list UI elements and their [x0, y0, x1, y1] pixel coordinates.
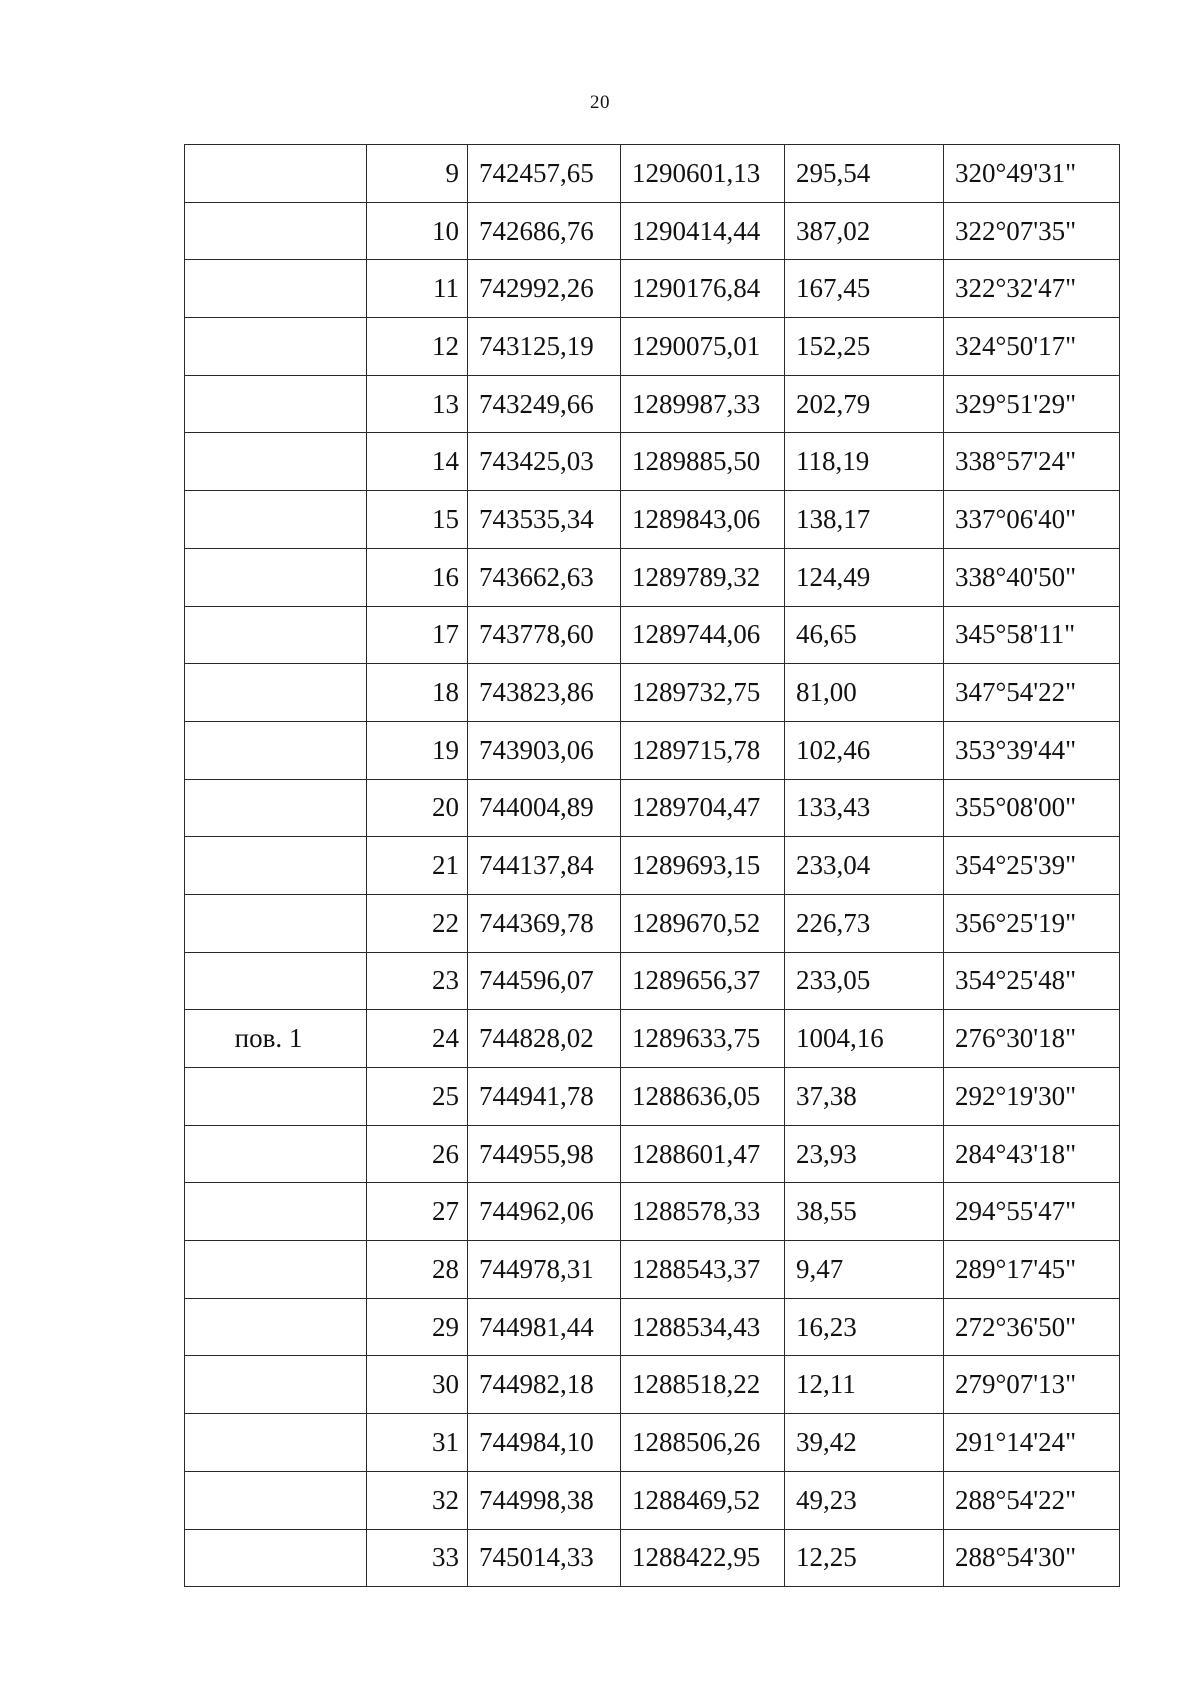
table-row — [185, 952, 1120, 1010]
y-coordinate-cell: 1290601,13 — [621, 145, 785, 203]
point-label-cell — [185, 318, 367, 376]
x-coordinate-cell: 743535,34 — [468, 491, 621, 549]
direction-angle-cell: 353°39'44" — [944, 721, 1120, 779]
distance-cell: 118,19 — [785, 433, 944, 491]
y-coordinate-cell: 1289656,37 — [621, 952, 785, 1010]
table-row — [185, 606, 1120, 664]
point-label-cell — [185, 145, 367, 203]
point-number-cell: 9 — [367, 145, 468, 203]
point-number-cell: 31 — [367, 1414, 468, 1472]
y-coordinate-cell: 1289843,06 — [621, 491, 785, 549]
y-coordinate-cell: 1289744,06 — [621, 606, 785, 664]
direction-angle-cell: 345°58'11" — [944, 606, 1120, 664]
point-number-cell: 18 — [367, 664, 468, 722]
x-coordinate-cell: 743425,03 — [468, 433, 621, 491]
point-label-cell — [185, 1125, 367, 1183]
point-label-cell — [185, 491, 367, 549]
distance-cell: 38,55 — [785, 1183, 944, 1241]
direction-angle-cell: 355°08'00" — [944, 779, 1120, 837]
coordinates-table-body — [185, 145, 1120, 1587]
point-number-cell: 15 — [367, 491, 468, 549]
point-label-cell — [185, 894, 367, 952]
point-number-cell: 29 — [367, 1298, 468, 1356]
y-coordinate-cell: 1289693,15 — [621, 837, 785, 895]
x-coordinate-cell: 744981,44 — [468, 1298, 621, 1356]
x-coordinate-cell: 744982,18 — [468, 1356, 621, 1414]
point-label-cell — [185, 837, 367, 895]
x-coordinate-cell: 744828,02 — [468, 1010, 621, 1068]
direction-angle-cell: 356°25'19" — [944, 894, 1120, 952]
distance-cell: 12,11 — [785, 1356, 944, 1414]
table-row — [185, 1356, 1120, 1414]
distance-cell: 81,00 — [785, 664, 944, 722]
y-coordinate-cell: 1288578,33 — [621, 1183, 785, 1241]
table-row — [185, 145, 1120, 203]
distance-cell: 202,79 — [785, 375, 944, 433]
direction-angle-cell: 320°49'31" — [944, 145, 1120, 203]
distance-cell: 233,05 — [785, 952, 944, 1010]
distance-cell: 133,43 — [785, 779, 944, 837]
point-label-cell — [185, 375, 367, 433]
point-number-cell: 19 — [367, 721, 468, 779]
point-number-cell: 14 — [367, 433, 468, 491]
direction-angle-cell: 291°14'24" — [944, 1414, 1120, 1472]
direction-angle-cell: 288°54'30" — [944, 1529, 1120, 1587]
table-row — [185, 1125, 1120, 1183]
y-coordinate-cell: 1290176,84 — [621, 260, 785, 318]
direction-angle-cell: 292°19'30" — [944, 1068, 1120, 1126]
y-coordinate-cell: 1288518,22 — [621, 1356, 785, 1414]
y-coordinate-cell: 1288422,95 — [621, 1529, 785, 1587]
direction-angle-cell: 354°25'39" — [944, 837, 1120, 895]
y-coordinate-cell: 1289885,50 — [621, 433, 785, 491]
distance-cell: 49,23 — [785, 1471, 944, 1529]
direction-angle-cell: 284°43'18" — [944, 1125, 1120, 1183]
x-coordinate-cell: 744004,89 — [468, 779, 621, 837]
table-row — [185, 721, 1120, 779]
point-label-cell — [185, 664, 367, 722]
x-coordinate-cell: 742992,26 — [468, 260, 621, 318]
point-label-cell — [185, 1241, 367, 1299]
y-coordinate-cell: 1288506,26 — [621, 1414, 785, 1472]
x-coordinate-cell: 743125,19 — [468, 318, 621, 376]
y-coordinate-cell: 1288636,05 — [621, 1068, 785, 1126]
point-number-cell: 22 — [367, 894, 468, 952]
x-coordinate-cell: 744998,38 — [468, 1471, 621, 1529]
table-row — [185, 1241, 1120, 1299]
page-number: 20 — [590, 92, 610, 113]
distance-cell: 9,47 — [785, 1241, 944, 1299]
distance-cell: 37,38 — [785, 1068, 944, 1126]
point-number-cell: 17 — [367, 606, 468, 664]
point-label-cell — [185, 1529, 367, 1587]
y-coordinate-cell: 1289789,32 — [621, 548, 785, 606]
direction-angle-cell: 294°55'47" — [944, 1183, 1120, 1241]
point-label-cell — [185, 433, 367, 491]
table-row — [185, 548, 1120, 606]
point-number-cell: 30 — [367, 1356, 468, 1414]
distance-cell: 138,17 — [785, 491, 944, 549]
y-coordinate-cell: 1288469,52 — [621, 1471, 785, 1529]
point-number-cell: 24 — [367, 1010, 468, 1068]
point-label-cell — [185, 721, 367, 779]
table-row — [185, 1471, 1120, 1529]
direction-angle-cell: 322°07'35" — [944, 202, 1120, 260]
point-number-cell: 32 — [367, 1471, 468, 1529]
x-coordinate-cell: 744984,10 — [468, 1414, 621, 1472]
point-label-cell: пов. 1 — [185, 1010, 367, 1068]
point-number-cell: 21 — [367, 837, 468, 895]
y-coordinate-cell: 1289715,78 — [621, 721, 785, 779]
point-number-cell: 20 — [367, 779, 468, 837]
y-coordinate-cell: 1289633,75 — [621, 1010, 785, 1068]
distance-cell: 1004,16 — [785, 1010, 944, 1068]
point-number-cell: 33 — [367, 1529, 468, 1587]
y-coordinate-cell: 1290414,44 — [621, 202, 785, 260]
distance-cell: 226,73 — [785, 894, 944, 952]
table-row — [185, 202, 1120, 260]
table-row — [185, 318, 1120, 376]
distance-cell: 233,04 — [785, 837, 944, 895]
y-coordinate-cell: 1288534,43 — [621, 1298, 785, 1356]
x-coordinate-cell: 743778,60 — [468, 606, 621, 664]
point-number-cell: 16 — [367, 548, 468, 606]
point-label-cell — [185, 260, 367, 318]
distance-cell: 167,45 — [785, 260, 944, 318]
distance-cell: 152,25 — [785, 318, 944, 376]
point-number-cell: 26 — [367, 1125, 468, 1183]
x-coordinate-cell: 744978,31 — [468, 1241, 621, 1299]
table-row — [185, 1068, 1120, 1126]
distance-cell: 12,25 — [785, 1529, 944, 1587]
x-coordinate-cell: 744596,07 — [468, 952, 621, 1010]
direction-angle-cell: 354°25'48" — [944, 952, 1120, 1010]
point-label-cell — [185, 1356, 367, 1414]
x-coordinate-cell: 744941,78 — [468, 1068, 621, 1126]
point-label-cell — [185, 202, 367, 260]
point-label-cell — [185, 1471, 367, 1529]
table-row — [185, 779, 1120, 837]
distance-cell: 102,46 — [785, 721, 944, 779]
table-row — [185, 375, 1120, 433]
direction-angle-cell: 329°51'29" — [944, 375, 1120, 433]
table-row — [185, 1183, 1120, 1241]
point-number-cell: 13 — [367, 375, 468, 433]
point-label-cell — [185, 952, 367, 1010]
point-number-cell: 11 — [367, 260, 468, 318]
distance-cell: 16,23 — [785, 1298, 944, 1356]
x-coordinate-cell: 743903,06 — [468, 721, 621, 779]
x-coordinate-cell: 743662,63 — [468, 548, 621, 606]
y-coordinate-cell: 1288543,37 — [621, 1241, 785, 1299]
point-number-cell: 28 — [367, 1241, 468, 1299]
table-row — [185, 664, 1120, 722]
table-row — [185, 1010, 1120, 1068]
y-coordinate-cell: 1289732,75 — [621, 664, 785, 722]
direction-angle-cell: 338°40'50" — [944, 548, 1120, 606]
direction-angle-cell: 324°50'17" — [944, 318, 1120, 376]
point-label-cell — [185, 1183, 367, 1241]
point-number-cell: 12 — [367, 318, 468, 376]
x-coordinate-cell: 743249,66 — [468, 375, 621, 433]
point-label-cell — [185, 606, 367, 664]
distance-cell: 124,49 — [785, 548, 944, 606]
distance-cell: 23,93 — [785, 1125, 944, 1183]
point-label-cell — [185, 1298, 367, 1356]
table-row — [185, 1414, 1120, 1472]
point-number-cell: 10 — [367, 202, 468, 260]
x-coordinate-cell: 745014,33 — [468, 1529, 621, 1587]
point-label-cell — [185, 1414, 367, 1472]
direction-angle-cell: 289°17'45" — [944, 1241, 1120, 1299]
direction-angle-cell: 322°32'47" — [944, 260, 1120, 318]
direction-angle-cell: 272°36'50" — [944, 1298, 1120, 1356]
distance-cell: 387,02 — [785, 202, 944, 260]
distance-cell: 39,42 — [785, 1414, 944, 1472]
table-row — [185, 491, 1120, 549]
table-row — [185, 837, 1120, 895]
coordinates-table — [184, 144, 1120, 1587]
x-coordinate-cell: 744955,98 — [468, 1125, 621, 1183]
point-number-cell: 27 — [367, 1183, 468, 1241]
y-coordinate-cell: 1288601,47 — [621, 1125, 785, 1183]
x-coordinate-cell: 744962,06 — [468, 1183, 621, 1241]
x-coordinate-cell: 742457,65 — [468, 145, 621, 203]
direction-angle-cell: 279°07'13" — [944, 1356, 1120, 1414]
distance-cell: 295,54 — [785, 145, 944, 203]
table-row — [185, 260, 1120, 318]
direction-angle-cell: 338°57'24" — [944, 433, 1120, 491]
x-coordinate-cell: 744369,78 — [468, 894, 621, 952]
point-label-cell — [185, 1068, 367, 1126]
direction-angle-cell: 276°30'18" — [944, 1010, 1120, 1068]
point-number-cell: 23 — [367, 952, 468, 1010]
y-coordinate-cell: 1289704,47 — [621, 779, 785, 837]
table-row — [185, 1529, 1120, 1587]
x-coordinate-cell: 743823,86 — [468, 664, 621, 722]
table-row — [185, 433, 1120, 491]
y-coordinate-cell: 1290075,01 — [621, 318, 785, 376]
direction-angle-cell: 288°54'22" — [944, 1471, 1120, 1529]
table-row — [185, 1298, 1120, 1356]
point-number-cell: 25 — [367, 1068, 468, 1126]
x-coordinate-cell: 744137,84 — [468, 837, 621, 895]
x-coordinate-cell: 742686,76 — [468, 202, 621, 260]
point-label-cell — [185, 548, 367, 606]
table-row — [185, 894, 1120, 952]
direction-angle-cell: 337°06'40" — [944, 491, 1120, 549]
direction-angle-cell: 347°54'22" — [944, 664, 1120, 722]
distance-cell: 46,65 — [785, 606, 944, 664]
point-label-cell — [185, 779, 367, 837]
y-coordinate-cell: 1289987,33 — [621, 375, 785, 433]
y-coordinate-cell: 1289670,52 — [621, 894, 785, 952]
